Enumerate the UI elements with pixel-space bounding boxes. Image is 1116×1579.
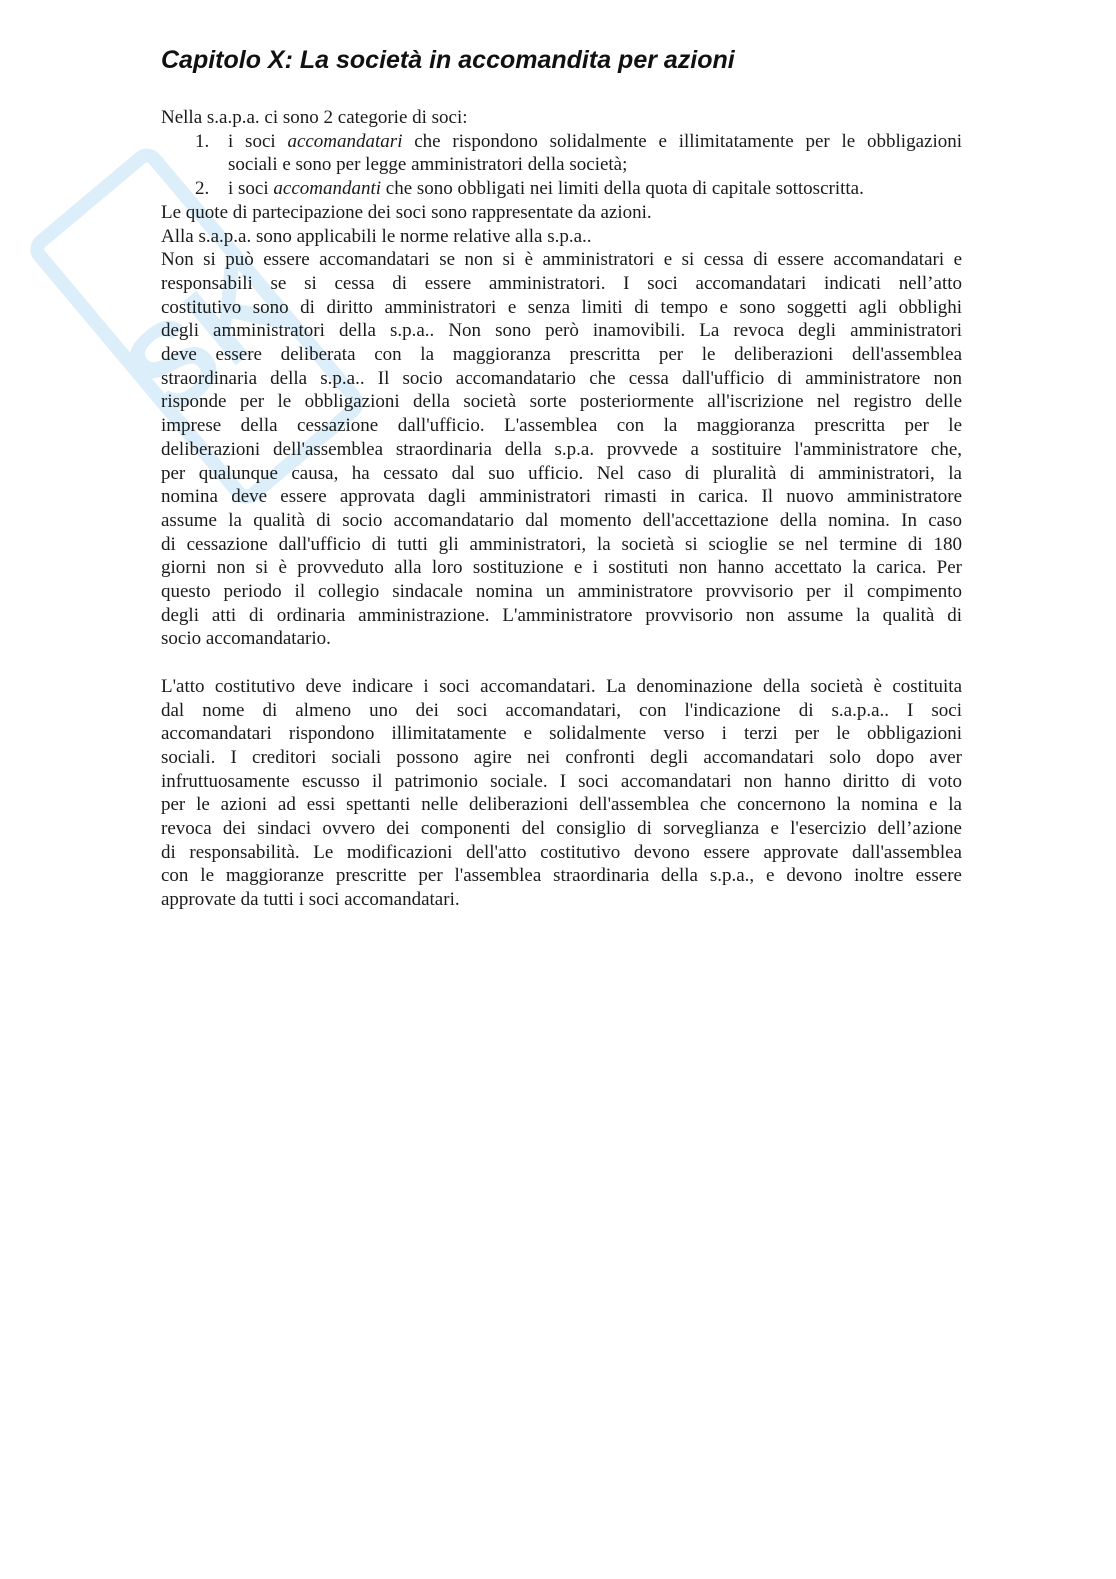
- text-line: per qualunque causa, ha cessato dal suo ufficio. Nel caso di pluralità di amministratori, la: [161, 462, 962, 484]
- member-category-list: [161, 130, 962, 201]
- text-line: revoca dei sindaci ovvero dei componenti del consiglio di sorveglianza e l'esercizio dell’azione: [161, 818, 962, 840]
- text-line: assume la qualità di socio accomandatario dal momento dell'accettazione della nomina. In caso: [161, 509, 962, 531]
- text-line: L'atto costitutivo deve indicare i soci accomandatari. La denominazione della società è costituita: [161, 675, 962, 697]
- text-line: socio accomandatario.: [161, 628, 331, 650]
- text-line: approvate da tutti i soci accomandatari.: [161, 889, 460, 911]
- text-line: deliberazioni dell'assemblea straordinaria della s.p.a. provvede a sostituire l'amministratore che,: [161, 438, 962, 460]
- text-line: costitutivo sono di diritto amministratori e senza limiti di tempo e sono soggetti agli obblighi: [161, 296, 962, 318]
- paragraph-articles: [161, 675, 962, 912]
- text-line: imprese della cessazione dall'ufficio. L'assemblea con la maggioranza prescritta per le: [161, 415, 962, 437]
- text-line: questo periodo il collegio sindacale nomina un amministratore provvisorio per il compimento: [161, 581, 962, 603]
- applicable-rules-line: Alla s.a.p.a. sono applicabili le norme relative alla s.p.a..: [161, 225, 592, 247]
- list-number: 1.: [195, 130, 210, 152]
- list-item-continuation: sociali e sono per legge amministratori della società;: [228, 154, 628, 176]
- page-title: Capitolo X: La società in accomandita per azioni: [161, 46, 735, 74]
- svg-text:SK: SK: [98, 231, 313, 442]
- text-line: di cessazione dall'ufficio di tutti gli amministratori, la società si scioglie se nel termine di 180: [161, 533, 962, 555]
- text-line: Non si può essere accomandatari se non si è amministratori e si cessa di essere accomandatari e: [161, 249, 962, 271]
- text-line: dal nome di almeno uno dei soci accomandatari, con l'indicazione di s.a.p.a.. I soci: [161, 699, 962, 721]
- text-line: risponde per le obbligazioni della società sorte posteriormente all'iscrizione nel registro delle: [161, 391, 962, 413]
- list-item: [161, 130, 962, 177]
- text-line: straordinaria della s.p.a.. Il socio accomandatario che cessa dall'ufficio di amministratore non: [161, 367, 962, 389]
- text-line: degli atti di ordinaria amministrazione. L'amministratore provvisorio non assume la qualità di: [161, 604, 962, 626]
- intro-line: Nella s.a.p.a. ci sono 2 categorie di soci:: [161, 107, 468, 128]
- text-line: deve essere deliberata con la maggioranza prescritta per le deliberazioni dell'assemblea: [161, 344, 962, 366]
- shares-line: Le quote di partecipazione dei soci sono rappresentate da azioni.: [161, 201, 652, 223]
- text-line: con le maggioranze prescritte per l'assemblea straordinaria della s.p.a., e devono inoltre essere: [161, 865, 962, 887]
- text-line: accomandatari rispondono illimitatamente e solidalmente verso i terzi per le obbligazioni: [161, 723, 962, 745]
- text-line: per le azioni ad essi spettanti nelle deliberazioni dell'assemblea che concernono la nomina e la: [161, 794, 962, 816]
- text-line: sociali. I creditori sociali possono agire nei confronti degli accomandatari solo dopo aver: [161, 746, 962, 768]
- text-line: infruttuosamente escusso il patrimonio sociale. I soci accomandatari non hanno diritto di voto: [161, 770, 962, 792]
- list-item-text: i soci accomandanti che sono obbligati nei limiti della quota di capitale sottoscritta.: [228, 178, 864, 200]
- text-line: di responsabilità. Le modificazioni dell'atto costitutivo devono essere approvate dall'assemblea: [161, 841, 962, 863]
- text-line: responsabili se si cessa di essere amministratori. I soci accomandatari indicati nell’atto: [161, 272, 962, 294]
- list-item-text: i soci accomandatari che rispondono solidalmente e illimitatamente per le obbligazioni: [228, 130, 962, 152]
- list-number: 2.: [195, 178, 210, 200]
- list-item: [161, 177, 962, 201]
- paragraph-administrators: [161, 248, 962, 651]
- text-line: giorni non si è provveduto alla loro sostituzione e i sostituti non hanno accettato la carica. Per: [161, 557, 962, 579]
- paragraph-gap: [161, 651, 962, 675]
- text-line: nomina deve essere approvata dagli amministratori rimasti in carica. Il nuovo amministratore: [161, 486, 962, 508]
- text-line: degli amministratori della s.p.a.. Non sono però inamovibili. La revoca degli amministratori: [161, 320, 962, 342]
- document-content: [161, 44, 962, 912]
